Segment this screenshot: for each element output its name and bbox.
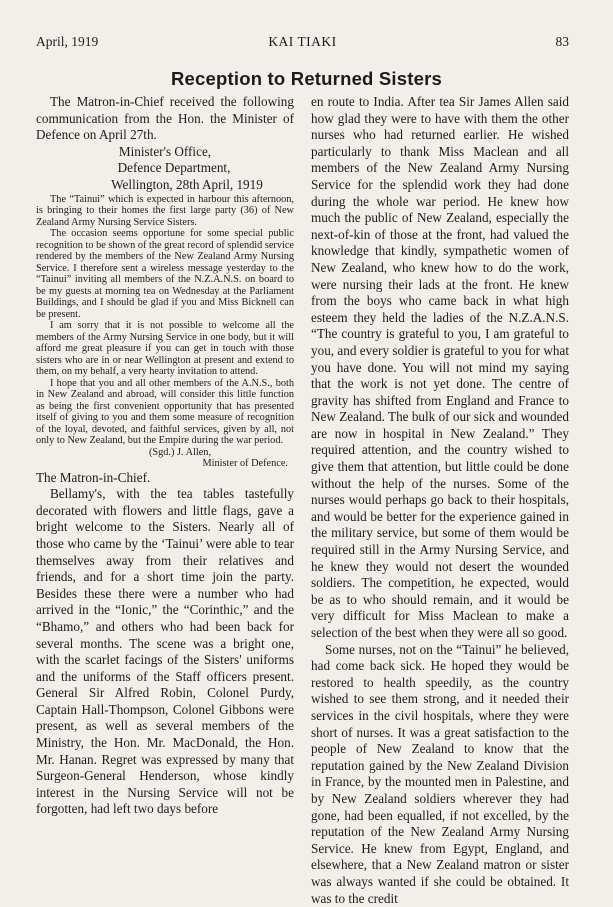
letter-addressee: The Matron-in-Chief. bbox=[36, 469, 151, 485]
letter-heading-office: Minister's Office, bbox=[118, 143, 212, 159]
intro-paragraph: The Matron-in-Chief received the following communication from the Hon. the Minister of Defence on April 27th. bbox=[36, 94, 294, 143]
letter-heading-department: Defence Department, bbox=[117, 160, 231, 176]
article-title: Reception to Returned Sisters bbox=[170, 68, 442, 89]
page-number: 83 bbox=[555, 34, 569, 49]
letter-paragraph: I hope that you and all other members of the A.N.S., both in New Zealand and abroad, will consider this little function as being the first convenient opportunity that has presented itself of giving to you and them some measure of recognition of the loyal, devoted, and faithful services, given by all, not only to New Zealand, but the Empire during the war period. bbox=[36, 377, 294, 447]
letter-heading-date: Wellington, 28th April, 1919 bbox=[111, 176, 263, 192]
letter-paragraph: The “Tainui” which is expected in harbour this afternoon, is bringing to their homes the first large party (36) of New Zealand Army Nursing Service Sisters. bbox=[36, 193, 294, 228]
letter-paragraph: The occasion seems opportune for some special public recognition to be shown of the great record of splendid service rendered by the members of the New Zealand Army Nursing Service. I therefore sent a wireless message yesterday to the “Tainui” inviting all members of the N.Z.A.N.S. on board to be my guests at morning tea on Wednesday at the Parliament Buildings, and I should be glad if you and Miss Bicknell can be present. bbox=[36, 228, 294, 320]
signature-title: Minister of Defence. bbox=[202, 458, 288, 470]
letter-signature: (Sgd.) J. Allen, bbox=[148, 446, 212, 458]
running-head bbox=[36, 34, 569, 50]
body-paragraph-continued: en route to India. After tea Sir James Allen said how glad they were to have with them the other nurses who had returned earlier. He wished particularly to thank Miss Maclean and all members of the New Zealand Army Nursing Service for the splendid work they had done during the whole war period. He knew how much the public of New Zealand, especially the next-of-kin of those at the front, had valued the knowledge that kindly, sympathetic women of New Zealand, who knew how to do the work, were nursing their lads at the front. He knew from the boys who came back in what high esteem they held the ladies of the N.Z.A.N.S. “The country is grateful to you, I am grateful to you, and every soldier is grateful to you for what you have done. You will not mind my saying that the work is not yet done. The centre of gravity has shifted from England and France to New Zealand. The bulk of our sick and wounded are now in hospital in New Zealand.” They required attention, and the country wished to give them that attention, but little could be done without the help of the nurses. Some of the nurses would perhaps go back to their hospitals, and would be better for the experience gained in the military service, but some of them would be required still in the Army Nursing Service, and he knew they would not desert the wounded soldiers. The competition, he expected, would be as to who should remain, and it would be very difficult for Miss Maclean to make a selection of the best when they were all so good. bbox=[311, 94, 569, 640]
right-column bbox=[311, 94, 569, 907]
publication-name: KAI TIAKI bbox=[268, 34, 337, 49]
left-column bbox=[36, 94, 294, 818]
body-paragraph: Bellamy's, with the tea tables tastefully decorated with flowers and little flags, gave a bright welcome to the Sisters. Nearly all of those who came by the ‘Tainui’ were able to tear themselves away from their relatives and friends, and for a short time join the party. Besides these there were a number who had arrived in the “Ionic,” the “Corinthic,” and the “Bhamo,” and others who had been back for several months. The scene was a bright one, with the scarlet facings of the Sisters' uniforms and the uniforms of the Staff officers present. General Sir Alfred Robin, Colonel Purdy, Captain Hall-Thompson, Colonel Gibbons were present, as well as several members of the Ministry, the Hon. Mr. MacDonald, the Hon. Mr. Hanan. Regret was expressed by many that Surgeon-General Henderson, whose kindly interest in the Nursing Service will not be forgotten, had left two days before bbox=[36, 486, 294, 817]
letter-paragraph: I am sorry that it is not possible to welcome all the members of the Army Nursing Service in one body, but it will afford me great pleasure if you can get in touch with those sisters who are in or near Wellington at present and extend to them, on my behalf, a very hearty invitation to attend. bbox=[36, 320, 294, 378]
issue-date: April, 1919 bbox=[36, 34, 99, 49]
body-paragraph: Some nurses, not on the “Tainui” he believed, had come back sick. He hoped they would be restored to health speedily, as the country wished to see them strong, and it needed their services in the civil hospitals, where they were short of nurses. It was a great satisfaction to the people of New Zealand to know that the reputation gained by the New Zealand Division in France, by the mounted men in Palestine, and by New Zealand soldiers wherever they had gone, had been equalled, if not excelled, by the reputation of the New Zealand Army Nursing Service. He knew from Egypt, England, and elsewhere, that a New Zealand matron or sister was always wanted if she could be obtained. It was to the credit bbox=[311, 641, 569, 906]
